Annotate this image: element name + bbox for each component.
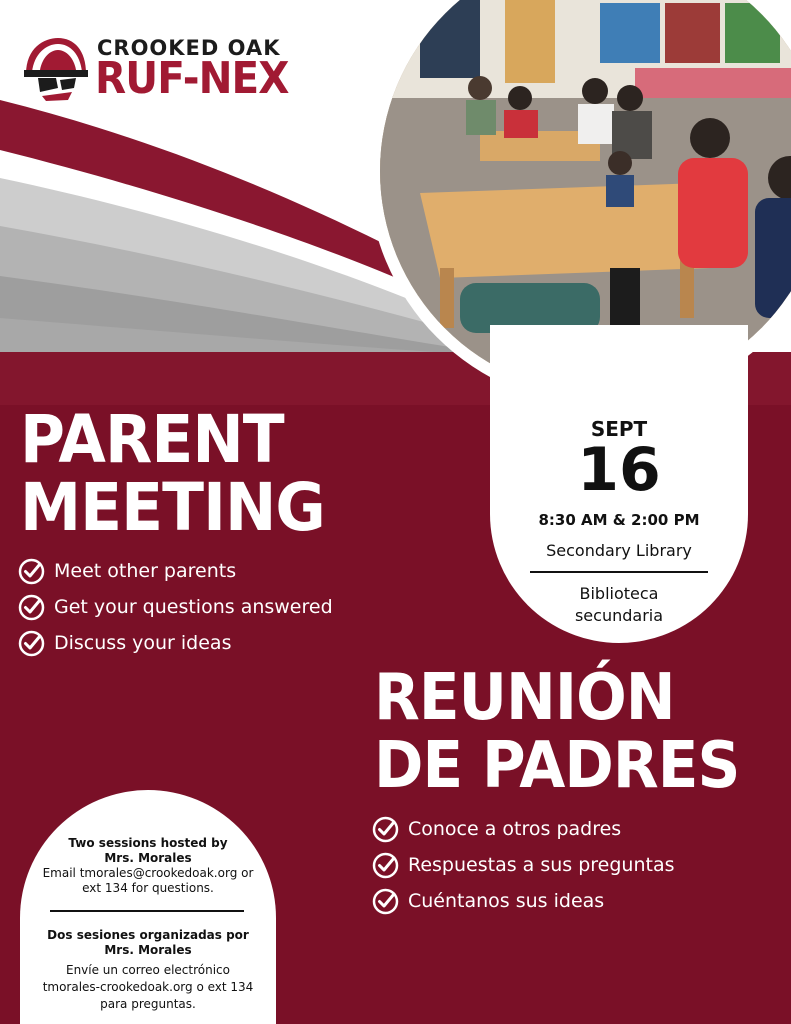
spanish-checklist <box>372 815 675 923</box>
check-circle-icon <box>372 888 399 915</box>
event-location-es-line2: secundaria <box>574 606 664 625</box>
contact-title-es-line1: Dos sesiones organizadas por <box>47 928 249 942</box>
list-item <box>372 887 675 923</box>
check-circle-icon <box>372 816 399 843</box>
event-location-en: Secondary Library <box>546 541 692 560</box>
contact-text-es <box>26 962 270 1013</box>
logo-school-name: CROOKED OAK <box>97 36 281 60</box>
list-item-text: Get your questions answered <box>54 596 333 618</box>
event-location-es <box>530 583 708 627</box>
contact-title-en-line1: Two sessions hosted by <box>68 836 228 850</box>
contact-text-es-line2: tmorales-crookedoak.org o ext 134 <box>42 980 254 994</box>
contact-title-en-line2: Mrs. Morales <box>104 851 192 865</box>
title-spanish-line2: DE PADRES <box>374 729 740 803</box>
divider <box>530 571 708 573</box>
list-item <box>18 593 333 629</box>
title-english-line2: MEETING <box>20 469 325 546</box>
title-english-line1: PARENT <box>20 401 284 478</box>
mascot-head-icon <box>22 34 90 102</box>
contact-title-es-line2: Mrs. Morales <box>104 943 192 957</box>
list-item <box>18 629 333 665</box>
list-item-text: Meet other parents <box>54 560 237 582</box>
title-english <box>20 401 325 546</box>
contact-text-es-line1: Envíe un correo electrónico <box>65 963 230 977</box>
check-circle-icon <box>18 630 45 657</box>
contact-text-en-line2: ext 134 for questions. <box>82 881 214 895</box>
list-item <box>372 815 675 851</box>
divider <box>50 910 244 912</box>
list-item <box>18 557 333 593</box>
contact-title-en <box>20 836 276 866</box>
logo-mascot-name: RUF-NEX <box>95 53 289 104</box>
list-item-text: Respuestas a sus preguntas <box>408 854 675 876</box>
contact-text-en <box>28 866 268 896</box>
title-spanish-line1: REUNIÓN <box>374 661 675 735</box>
contact-text-es-line3: para preguntas. <box>100 997 196 1011</box>
list-item-text: Discuss your ideas <box>54 632 232 654</box>
list-item-text: Conoce a otros padres <box>408 818 622 840</box>
title-spanish <box>374 661 740 803</box>
english-checklist <box>18 557 333 665</box>
contact-text-en-line1: Email tmorales@crookedoak.org or <box>42 866 254 880</box>
event-times: 8:30 AM & 2:00 PM <box>538 511 700 529</box>
check-circle-icon <box>372 852 399 879</box>
event-date-card <box>490 325 748 643</box>
check-circle-icon <box>18 558 45 585</box>
event-month: SEPT <box>590 417 648 441</box>
list-item <box>372 851 675 887</box>
school-logo <box>22 34 342 104</box>
contact-title-es <box>20 928 276 958</box>
event-day: 16 <box>577 435 661 505</box>
list-item-text: Cuéntanos sus ideas <box>408 890 605 912</box>
check-circle-icon <box>18 594 45 621</box>
event-location-es-line1: Biblioteca <box>579 584 659 603</box>
